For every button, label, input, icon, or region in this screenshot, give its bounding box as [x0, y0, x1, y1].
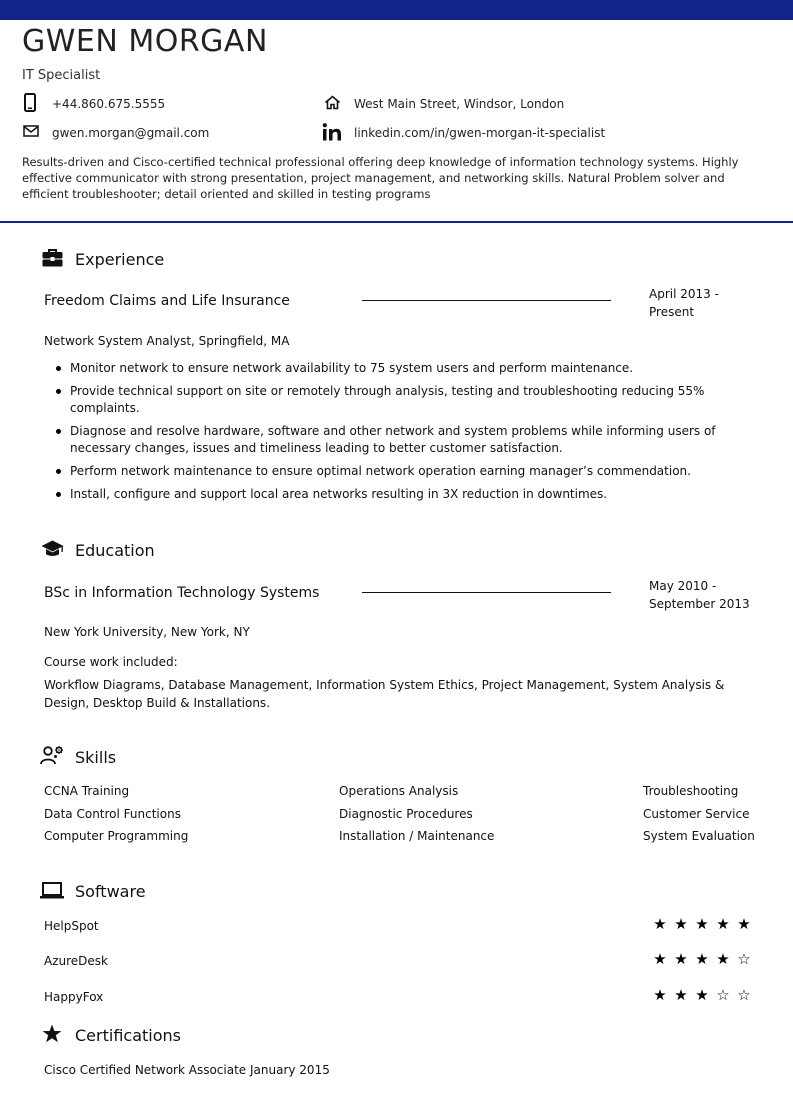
experience-role: Network System Analyst, Springfield, MA: [44, 334, 290, 348]
briefcase-icon: [42, 249, 63, 267]
list-item: [44, 383, 734, 417]
bullet-dot: [56, 429, 61, 434]
star-filled-icon: ★: [695, 915, 709, 933]
star-empty-icon: ☆: [737, 950, 751, 968]
education-dates: [649, 577, 759, 613]
skill-item: Operations Analysis: [339, 784, 459, 798]
bullet-text: Perform network maintenance to ensure optimal network operation earning manager’s commendation.: [70, 464, 691, 478]
linkedin-icon: [322, 123, 342, 141]
header-divider: [0, 221, 793, 223]
experience-bullet-list: [44, 360, 734, 509]
skill-item: Diagnostic Procedures: [339, 807, 473, 821]
list-item: [44, 463, 734, 480]
star-filled-icon: ★: [674, 950, 688, 968]
linkedin-link[interactable]: linkedin.com/in/gwen-morgan-it-specialist: [354, 126, 606, 140]
coursework-label: Course work included:: [44, 655, 178, 669]
skill-item: Troubleshooting: [643, 784, 739, 798]
profile-summary: Results-driven and Cisco-certified technical professional offering deep knowledge of information technology systems. Highly effective communicator with strong presentation, project management, and networking skills. Natural Problem solver and efficient troubleshooter; detail oriented and skilled in testing programs: [22, 155, 739, 201]
star-empty-icon: ☆: [737, 986, 751, 1004]
education-degree: BSc in Information Technology Systems: [44, 585, 320, 601]
bullet-text: Provide technical support on site or remotely through analysis, testing and troubleshooting reducing 55% complaints.: [70, 384, 705, 415]
star-filled-icon: ★: [695, 986, 709, 1004]
star-filled-icon: ★: [653, 986, 667, 1004]
bullet-text: Monitor network to ensure network availability to 75 system users and perform maintenance.: [70, 361, 634, 375]
skill-item: CCNA Training: [44, 784, 130, 798]
phone-number[interactable]: +44.860.675.5555: [52, 97, 166, 111]
experience-date-start: April 2013 -: [649, 287, 719, 301]
experience-dates: [649, 285, 759, 321]
star-filled-icon: ★: [653, 915, 667, 933]
bullet-dot: [56, 492, 61, 497]
candidate-name: GWEN MORGAN: [22, 24, 268, 59]
bullet-dot: [56, 366, 61, 371]
skill-item: Installation / Maintenance: [339, 829, 495, 843]
bullet-text: Diagnose and resolve hardware, software and other network and system problems while informing users of necessary changes, issues and timeliness leading to better customer satisfaction.: [70, 424, 716, 455]
rating-stars: [652, 915, 757, 933]
certification-item: Cisco Certified Network Associate January 2015: [44, 1063, 330, 1077]
software-name: HelpSpot: [44, 919, 99, 933]
education-school: New York University, New York, NY: [44, 625, 250, 639]
bullet-text: Install, configure and support local area networks resulting in 3X reduction in downtimes.: [70, 487, 608, 501]
list-item: [44, 423, 734, 457]
email-link[interactable]: gwen.morgan@gmail.com: [52, 126, 210, 140]
star-filled-icon: ★: [695, 950, 709, 968]
rating-stars: [652, 986, 757, 1004]
home-icon: [324, 95, 341, 110]
bullet-dot: [56, 389, 61, 394]
star-filled-icon: ★: [674, 986, 688, 1004]
skill-item: Data Control Functions: [44, 807, 181, 821]
education-date-start: May 2010 -: [649, 579, 717, 593]
list-item: [44, 486, 734, 503]
header-accent-bar: [0, 0, 793, 20]
phone-icon: [23, 93, 37, 112]
star-filled-icon: ★: [674, 915, 688, 933]
education-heading: Education: [75, 541, 155, 560]
skills-heading: Skills: [75, 748, 117, 767]
person-gear-icon: [40, 745, 64, 765]
laptop-icon: [40, 882, 64, 899]
experience-divider-line: [362, 300, 611, 301]
address: West Main Street, Windsor, London: [354, 97, 565, 111]
candidate-title: IT Specialist: [22, 68, 101, 83]
certifications-heading: Certifications: [75, 1026, 181, 1045]
skill-item: Customer Service: [643, 807, 750, 821]
software-name: AzureDesk: [44, 954, 108, 968]
list-item: [44, 360, 734, 377]
experience-date-end: Present: [649, 305, 695, 319]
education-date-end: September 2013: [649, 597, 750, 611]
software-heading: Software: [75, 882, 146, 901]
star-filled-icon: ★: [716, 950, 730, 968]
bullet-dot: [56, 469, 61, 474]
graduation-cap-icon: [41, 540, 64, 558]
skill-item: System Evaluation: [643, 829, 755, 843]
star-empty-icon: ☆: [716, 986, 730, 1004]
experience-heading: Experience: [75, 250, 165, 269]
education-divider-line: [362, 592, 611, 593]
star-filled-icon: ★: [737, 915, 751, 933]
star-icon: [42, 1024, 62, 1043]
experience-company: Freedom Claims and Life Insurance: [44, 293, 290, 309]
coursework-list: Workflow Diagrams, Database Management, Information System Ethics, Project Management, System Analysis & Design, Desktop Build & Installations.: [44, 678, 725, 710]
skill-item: Computer Programming: [44, 829, 189, 843]
software-name: HappyFox: [44, 990, 104, 1004]
star-filled-icon: ★: [653, 950, 667, 968]
rating-stars: [652, 950, 757, 968]
star-filled-icon: ★: [716, 915, 730, 933]
envelope-icon: [23, 125, 39, 137]
